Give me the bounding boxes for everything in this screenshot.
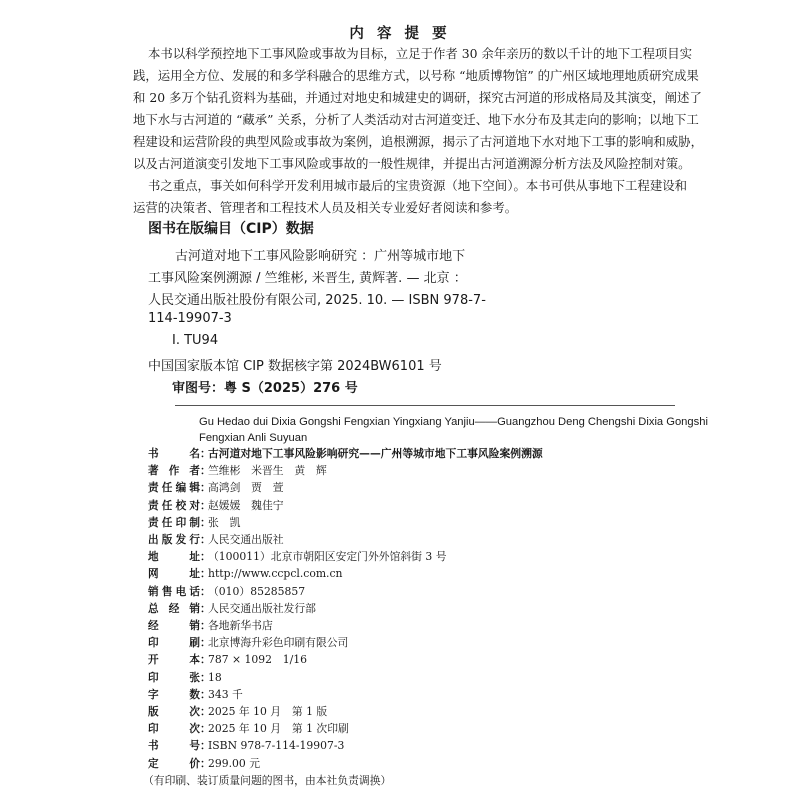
summary-line: 践，运用全方位、发展的和多学科融合的思维方式，以号称 “地质博物馆” 的广州区域地理地质研究成果: [133, 68, 699, 83]
summary-line: 和 20 多万个钻孔资料为基础，并通过对地史和城建史的调研，探究古河道的形成格局及其演变，阐述了: [133, 90, 702, 105]
credit-label: 出版发行: [148, 534, 200, 546]
credit-row-distributor: 总经销：人民交通出版社发行部: [148, 601, 316, 615]
credit-value: 2025 年 10 月 第 1 版: [208, 705, 328, 718]
cip-line: 人民交通出版社股份有限公司, 2025. 10. — ISBN 978-7-: [148, 293, 486, 308]
credit-value: 北京博海升彩色印刷有限公司: [208, 636, 349, 650]
credit-row-price: 定价：299.00 元: [148, 756, 261, 770]
pinyin-title-line-1: Gu Hedao dui Dixia Gongshi Fengxian Yingxiang Yanjiu——Guangzhou Deng Chengshi Dixia Gongshi: [199, 416, 708, 428]
summary-line: 程建设和运营阶段的典型风险或事故为案例，追根溯源，揭示了古河道地下水对地下工事的影响和威胁，: [133, 134, 703, 149]
credit-value: 高鸿剑 贾 萱: [208, 481, 284, 495]
cip-line: Ⅰ. TU94: [172, 333, 219, 348]
credit-label: 责任编辑: [148, 482, 200, 495]
credit-label: 定价: [148, 757, 200, 770]
credit-row-dealer: 经销：各地新华书店: [148, 619, 273, 632]
cip-line: 114-19907-3: [148, 311, 232, 326]
divider: [175, 405, 675, 406]
credit-row-address: 地址：（100011）北京市朝阳区安定门外外馆斜街 3 号: [148, 550, 447, 564]
credit-row-sheets: 印张：18: [148, 670, 222, 684]
credit-label: 字数: [148, 688, 200, 701]
summary-line: 地下水与古河道的 “藏承” 关系，分析了人类活动对古河道变迁、地下水分布及其走向的影响；以地下工: [133, 112, 699, 127]
website-link[interactable]: http://www.ccpcl.com.cn: [208, 567, 343, 581]
credit-label: 印张: [148, 671, 200, 684]
credit-value: 古河道对地下工事风险影响研究——广州等城市地下工事风险案例溯源: [208, 447, 543, 460]
credit-label: 经销: [148, 620, 200, 632]
credit-row-publisher: 出版发行：人民交通出版社: [148, 533, 284, 546]
credit-label: 责任印制: [148, 516, 200, 529]
summary-title: 内 容 提 要: [349, 26, 451, 42]
credit-value: 人民交通出版社: [208, 533, 284, 546]
credit-value: 各地新华书店: [208, 619, 273, 632]
credit-row-word-count: 字数：343 千: [148, 687, 243, 701]
summary-line: 运营的决策者、管理者和工程技术人员及相关专业爱好者阅读和参考。: [133, 200, 518, 215]
credit-value: （010）85285857: [208, 584, 306, 598]
credit-row-print-manager: 责任印制：张 凯: [148, 515, 241, 529]
credit-value: 2025 年 10 月 第 1 次印刷: [208, 722, 349, 736]
credit-value: ISBN 978-7-114-19907-3: [208, 739, 345, 753]
credit-label: 印次: [148, 723, 200, 736]
credit-value: 299.00 元: [208, 756, 261, 770]
credit-row-format: 开本：787 × 1092 1/16: [148, 653, 308, 667]
summary-line: 本书以科学预控地下工事风险或事故为目标，立足于作者 30 余年亲历的数以千计的地下工程项目实: [148, 46, 693, 61]
credit-row-title: 书名：古河道对地下工事风险影响研究——广州等城市地下工事风险案例溯源: [148, 447, 543, 460]
credit-label: 著作者: [148, 465, 200, 478]
credit-label: 版次: [148, 706, 200, 718]
credit-label: 销售电话: [148, 585, 200, 598]
credit-label: 责任校对: [148, 499, 200, 512]
credit-value: 18: [208, 670, 222, 684]
credit-label: 开本: [148, 654, 200, 667]
credit-label: 书号: [148, 740, 200, 753]
cip-line: 古河道对地下工事风险影响研究 ：广州等城市地下: [175, 249, 466, 264]
cip-review-number: 审图号：粤 S（2025）276 号: [172, 381, 358, 396]
credit-label: 印刷: [148, 637, 200, 650]
credit-value: 赵媛媛 魏佳宁: [208, 498, 284, 512]
credit-row-isbn: 书号：ISBN 978-7-114-19907-3: [148, 739, 345, 753]
credit-value: （100011）北京市朝阳区安定门外外馆斜街 3 号: [208, 550, 447, 564]
credit-value: 787 × 1092 1/16: [208, 653, 308, 667]
credit-label: 书名: [148, 448, 200, 460]
credit-row-printer: 印刷：北京博海升彩色印刷有限公司: [148, 636, 349, 650]
summary-line: 书之重点，事关如何科学开发利用城市最后的宝贵资源（地下空间）。本书可供从事地下工程建设和: [148, 178, 687, 193]
summary-line: 以及古河道演变引发地下工事风险或事故的一般性规律，并提出古河道溯源分析方法及风险控制对策。: [133, 156, 691, 171]
credit-row-proofreader: 责任校对：赵媛媛 魏佳宁: [148, 498, 284, 512]
pinyin-title-line-2: Fengxian Anli Suyuan: [199, 432, 308, 444]
cip-line: 中国国家版本馆 CIP 数据核字第 2024BW6101 号: [148, 359, 442, 374]
credit-row-editor: 责任编辑：高鸿剑 贾 萱: [148, 481, 284, 495]
credit-row-authors: 著作者：竺维彬 米晋生 黄 辉: [148, 464, 327, 478]
credit-value: 竺维彬 米晋生 黄 辉: [208, 464, 327, 478]
credit-value: 343 千: [208, 687, 243, 701]
credit-row-sales-phone: 销售电话：（010）85285857: [148, 584, 306, 598]
credit-label: 总经销: [148, 602, 200, 615]
credit-value: 人民交通出版社发行部: [208, 601, 316, 615]
credit-label: 网址: [148, 568, 200, 581]
quality-note: （有印刷、装订质量问题的图书，由本社负责调换）: [143, 773, 392, 787]
cip-heading: 图书在版编目（CIP）数据: [148, 221, 314, 237]
credit-value: 张 凯: [208, 515, 241, 529]
credit-label: 地址: [148, 551, 200, 564]
credit-row-website: 网址：http://www.ccpcl.com.cn: [148, 567, 343, 581]
credit-row-impression: 印次：2025 年 10 月 第 1 次印刷: [148, 722, 349, 736]
credit-row-edition: 版次：2025 年 10 月 第 1 版: [148, 705, 328, 718]
cip-line: 工事风险案例溯源 / 竺维彬, 米晋生, 黄辉著. — 北京 ：: [148, 271, 467, 286]
